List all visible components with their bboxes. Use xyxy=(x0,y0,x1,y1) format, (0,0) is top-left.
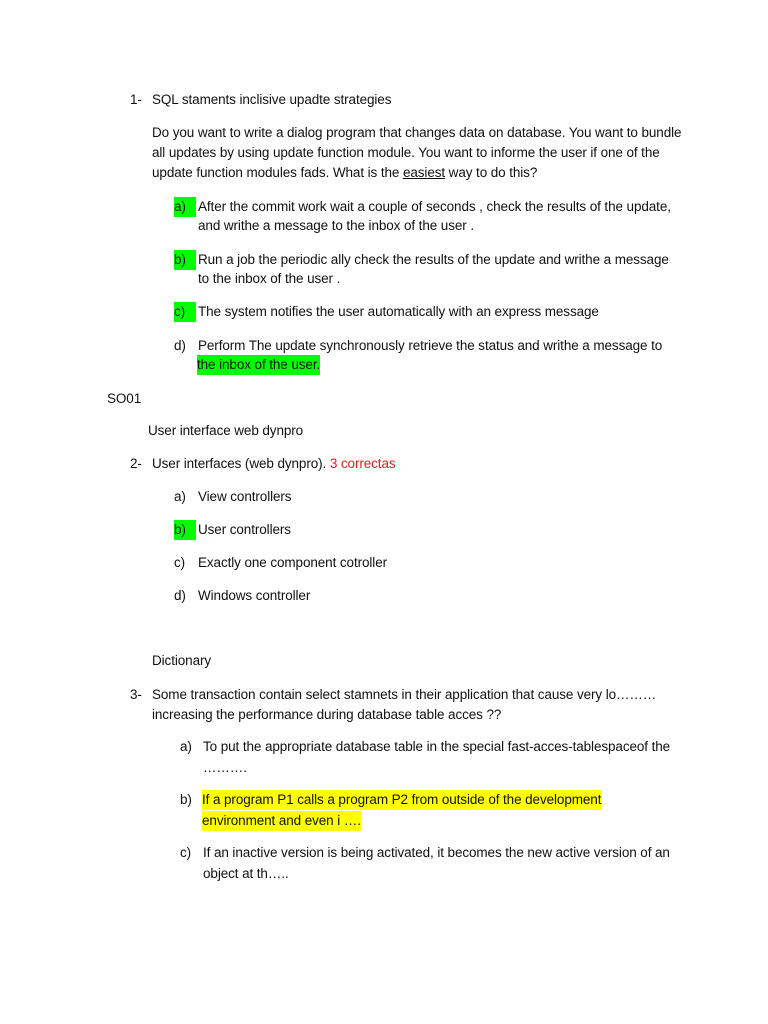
q1-question-line2: all updates by using update function module. You want to informe the user if one of the xyxy=(152,145,660,160)
q3-line1: Some transaction contain select stamnets in their application that cause very lo……… xyxy=(152,687,657,702)
q1-question-line1: Do you want to write a dialog program that changes data on database. You want to bundle xyxy=(152,125,682,140)
q3-option-a-line1: To put the appropriate database table in the special fast-acces-tablespaceof the xyxy=(203,739,671,754)
q2-option-b-letter: b) xyxy=(174,520,196,540)
q2-note: 3 correctas xyxy=(329,456,396,471)
q2-title xyxy=(152,454,396,474)
q1-option-c-line1: The system notifies the user automatically with an express message xyxy=(198,304,599,319)
q1-number: 1- xyxy=(130,92,142,107)
q1-question-line3-post: way to do this? xyxy=(445,165,538,180)
section-heading-webdynpro: User interface web dynpro xyxy=(148,423,304,438)
q2-option-c-text: Exactly one component cotroller xyxy=(198,555,387,570)
section-code: SO01 xyxy=(107,391,142,406)
q1-option-b-letter: b) xyxy=(174,250,196,270)
q1-option-d-line1: Perform The update synchronously retrieve the status and writhe a message to xyxy=(198,338,663,353)
q2-option-c-letter: c) xyxy=(174,555,186,570)
q3-option-b-line1: If a program P1 calls a program P2 from outside of the development xyxy=(202,790,601,810)
q3-option-c-line2: object at th….. xyxy=(203,866,289,881)
q2-option-b-text: User controllers xyxy=(198,522,291,537)
q1-option-d-letter: d) xyxy=(174,338,186,353)
q2-option-d-text: Windows controller xyxy=(198,588,311,603)
q1-option-b-line1: Run a job the periodic ally check the results of the update and writhe a message xyxy=(198,252,669,267)
q1-question-emphasis: easiest xyxy=(402,165,446,180)
q1-option-d-line2: the inbox of the user. xyxy=(197,355,320,375)
q1-option-a-line1: After the commit work wait a couple of seconds , check the results of the update, xyxy=(198,199,671,214)
q3-option-a-line2: ………. xyxy=(203,760,247,775)
q1-option-c-letter: c) xyxy=(174,302,196,322)
q2-option-d-letter: d) xyxy=(174,588,186,603)
q1-question-line3-pre: update function modules fads. What is the xyxy=(152,165,403,180)
q1-question-line3 xyxy=(152,163,537,183)
q3-option-c-letter: c) xyxy=(180,845,192,860)
q3-line2: increasing the performance during database table acces ?? xyxy=(152,707,502,722)
q3-option-b-letter: b) xyxy=(180,792,192,807)
q1-title: SQL staments inclisive upadte strategies xyxy=(152,92,392,107)
q2-title-text: User interfaces (web dynpro). xyxy=(152,456,330,471)
q3-option-a-letter: a) xyxy=(180,739,192,754)
q3-option-c-line1: If an inactive version is being activated, it becomes the new active version of an xyxy=(203,845,670,860)
q3-number: 3- xyxy=(130,687,142,702)
q2-option-a-text: View controllers xyxy=(198,489,292,504)
q2-option-a-letter: a) xyxy=(174,489,186,504)
q1-option-a-line2: and writhe a message to the inbox of the user . xyxy=(198,218,474,233)
q1-option-a-letter: a) xyxy=(174,197,196,217)
section-heading-dictionary: Dictionary xyxy=(152,653,212,668)
q3-option-b-line2: environment and even i …. xyxy=(202,811,361,831)
q1-option-b-line2: to the inbox of the user . xyxy=(198,271,341,286)
q2-number: 2- xyxy=(130,456,142,471)
